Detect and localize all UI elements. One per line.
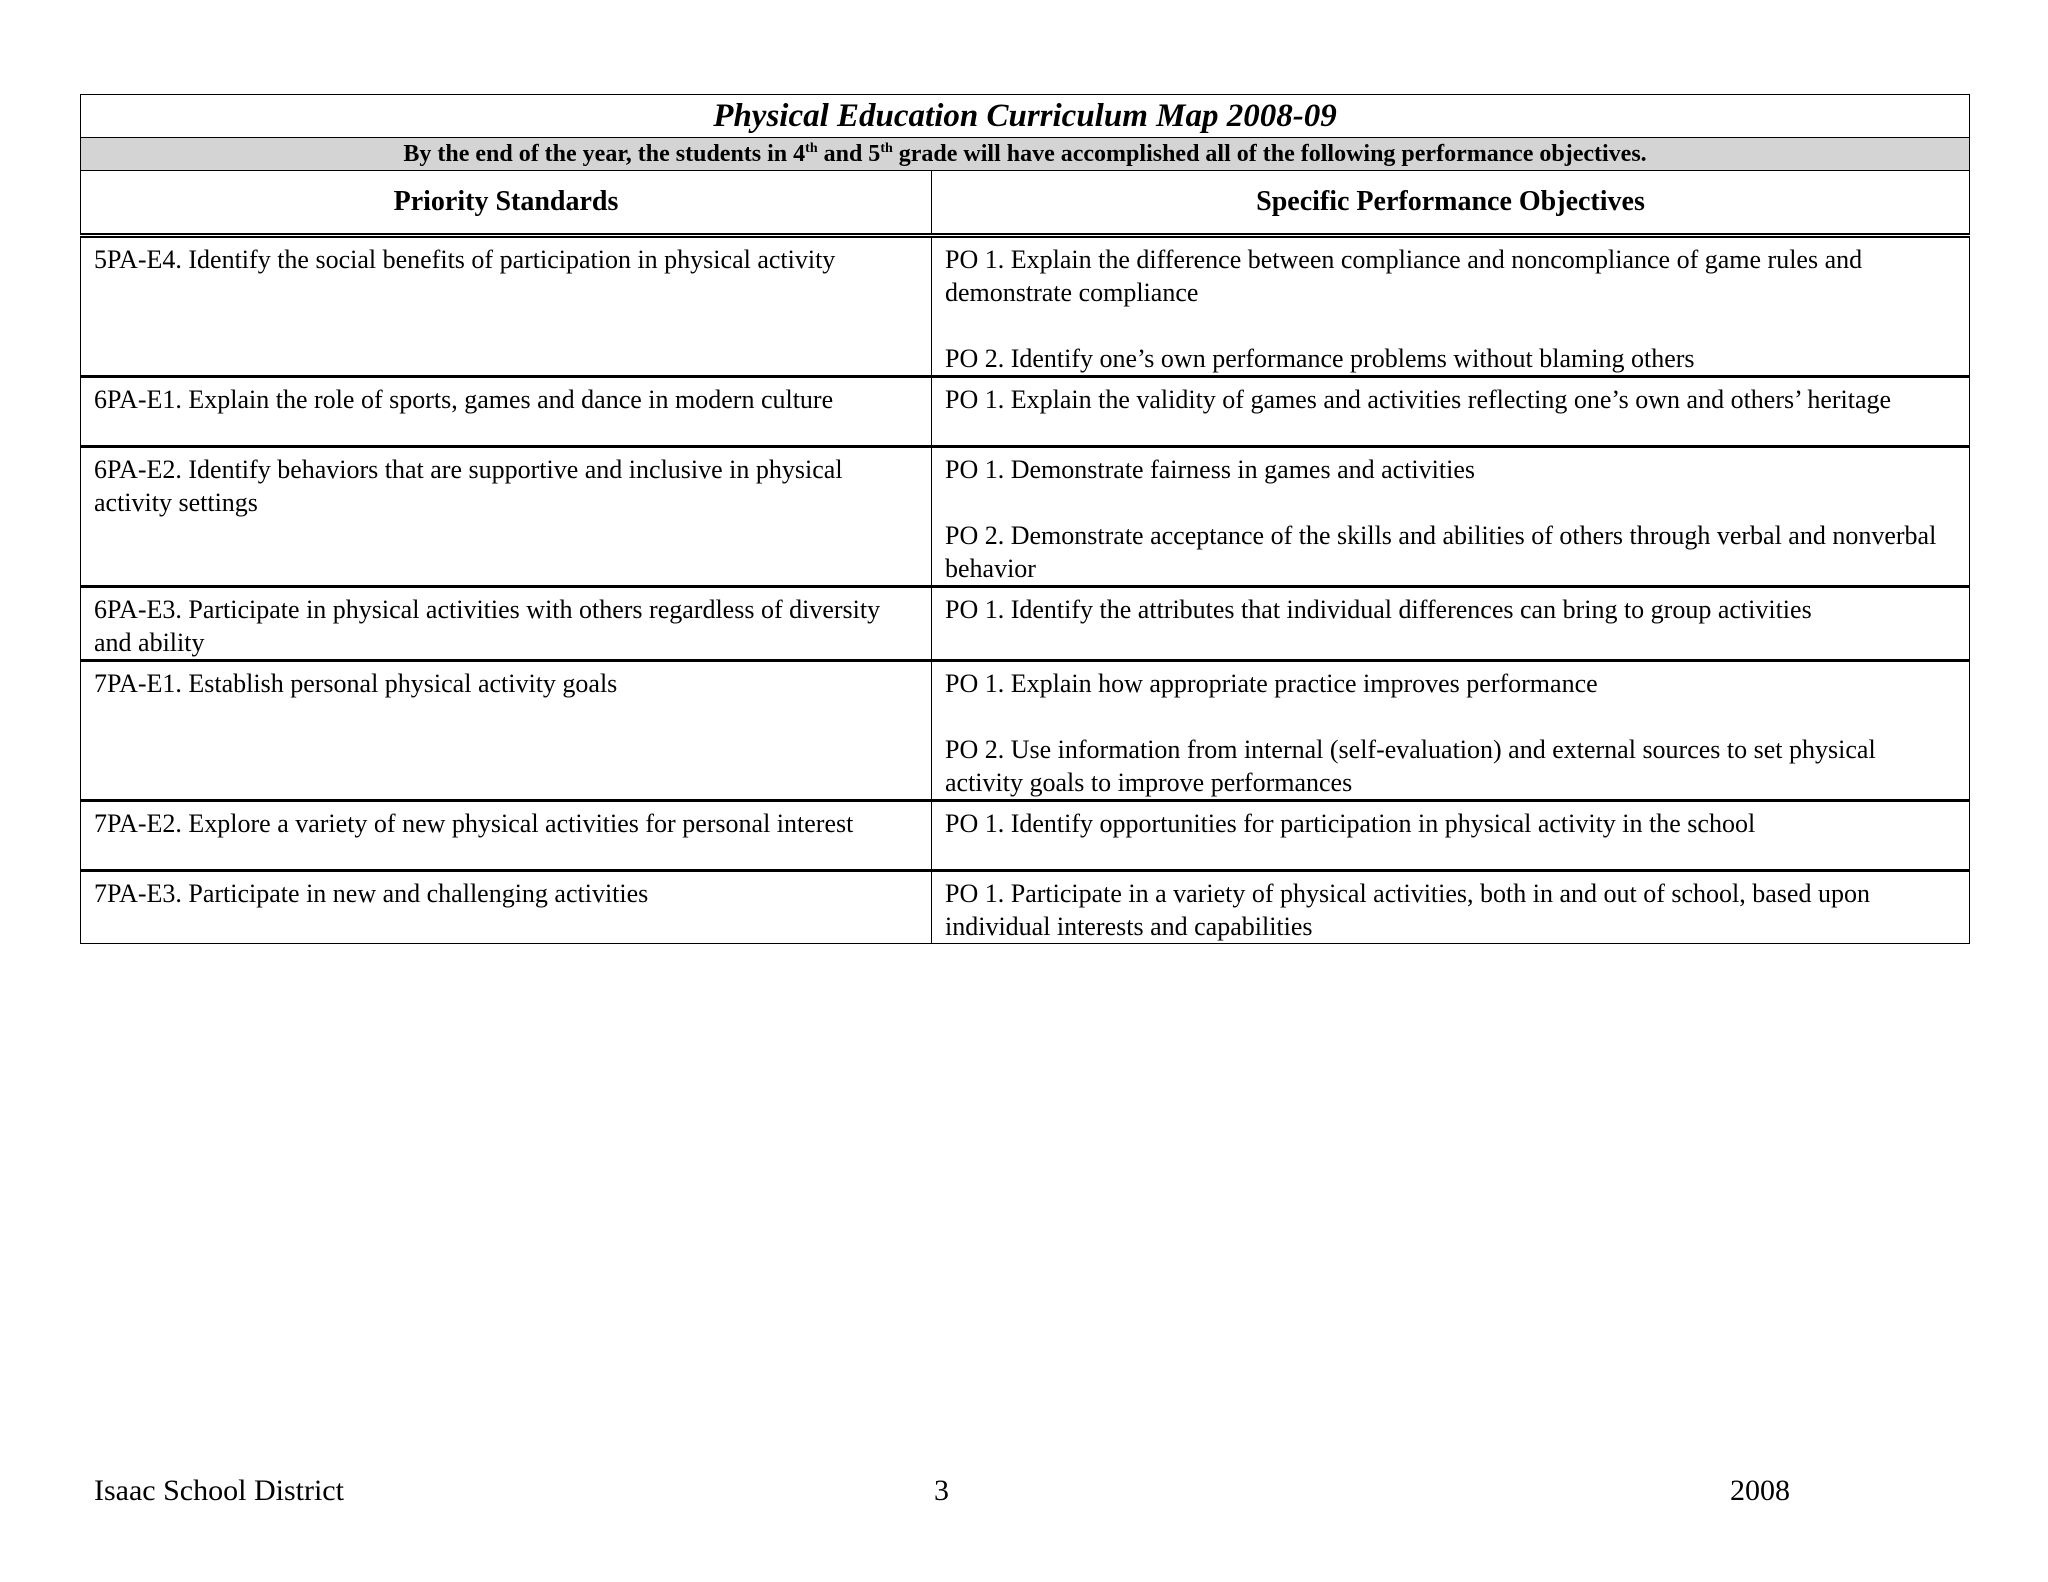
performance-objective: PO 1. Identify the attributes that individual differences can bring to group activities <box>945 595 1812 624</box>
table-row <box>81 871 1970 944</box>
performance-objectives-cell <box>932 236 1970 377</box>
subtitle-superscript-1: th <box>805 141 818 156</box>
performance-objectives-cell <box>932 587 1970 661</box>
table-row <box>81 447 1970 587</box>
performance-objective: PO 1. Explain the validity of games and activities reflecting one’s own and others’ heritage <box>945 385 1892 414</box>
performance-objective: PO 2. Demonstrate acceptance of the skills and abilities of others through verbal and nonverbal behavior <box>945 521 1937 583</box>
footer-page-number: 3 <box>934 1474 949 1507</box>
footer-year: 2008 <box>1730 1474 1790 1507</box>
priority-standard-cell: 5PA-E4. Identify the social benefits of participation in physical activity <box>81 236 932 377</box>
curriculum-table <box>80 94 1970 944</box>
table-row <box>81 661 1970 801</box>
performance-objectives-cell <box>932 377 1970 447</box>
performance-objective: PO 2. Use information from internal (self-evaluation) and external sources to set physical activity goals to improve performances <box>945 735 1876 797</box>
performance-objectives-cell <box>932 447 1970 587</box>
priority-standard-cell: 6PA-E3. Participate in physical activities with others regardless of diversity and ability <box>81 587 932 661</box>
column-header-objectives: Specific Performance Objectives <box>932 171 1970 236</box>
column-header-standards: Priority Standards <box>81 171 932 236</box>
performance-objectives-cell <box>932 801 1970 871</box>
priority-standard-cell: 7PA-E2. Explore a variety of new physical activities for personal interest <box>81 801 932 871</box>
performance-objective: PO 1. Explain the difference between compliance and noncompliance of game rules and demonstrate compliance <box>945 245 1863 307</box>
performance-objective: PO 1. Identify opportunities for participation in physical activity in the school <box>945 809 1756 838</box>
performance-objective: PO 1. Participate in a variety of physical activities, both in and out of school, based upon individual interests and capabilities <box>945 879 1870 941</box>
table-row <box>81 236 1970 377</box>
footer-district: Isaac School District <box>94 1474 344 1507</box>
table-row <box>81 801 1970 871</box>
priority-standard-cell: 6PA-E1. Explain the role of sports, games and dance in modern culture <box>81 377 932 447</box>
table-body <box>81 236 1970 944</box>
performance-objectives-cell <box>932 661 1970 801</box>
priority-standard-cell: 6PA-E2. Identify behaviors that are supportive and inclusive in physical activity settings <box>81 447 932 587</box>
performance-objective: PO 1. Demonstrate fairness in games and activities <box>945 455 1475 484</box>
table-row <box>81 587 1970 661</box>
subtitle-superscript-2: th <box>880 141 893 156</box>
performance-objective: PO 1. Explain how appropriate practice improves performance <box>945 669 1598 698</box>
subtitle-text-1: By the end of the year, the students in 4 <box>403 141 806 167</box>
subtitle-text-3: grade will have accomplished all of the following performance objectives. <box>892 141 1647 167</box>
priority-standard-cell: 7PA-E1. Establish personal physical activity goals <box>81 661 932 801</box>
table-row <box>81 377 1970 447</box>
performance-objective: PO 2. Identify one’s own performance problems without blaming others <box>945 344 1695 373</box>
document-title: Physical Education Curriculum Map 2008-09 <box>81 95 1970 138</box>
performance-objectives-cell <box>932 871 1970 944</box>
document-subtitle <box>81 138 1970 171</box>
priority-standard-cell: 7PA-E3. Participate in new and challenging activities <box>81 871 932 944</box>
subtitle-text-2: and 5 <box>817 141 881 167</box>
